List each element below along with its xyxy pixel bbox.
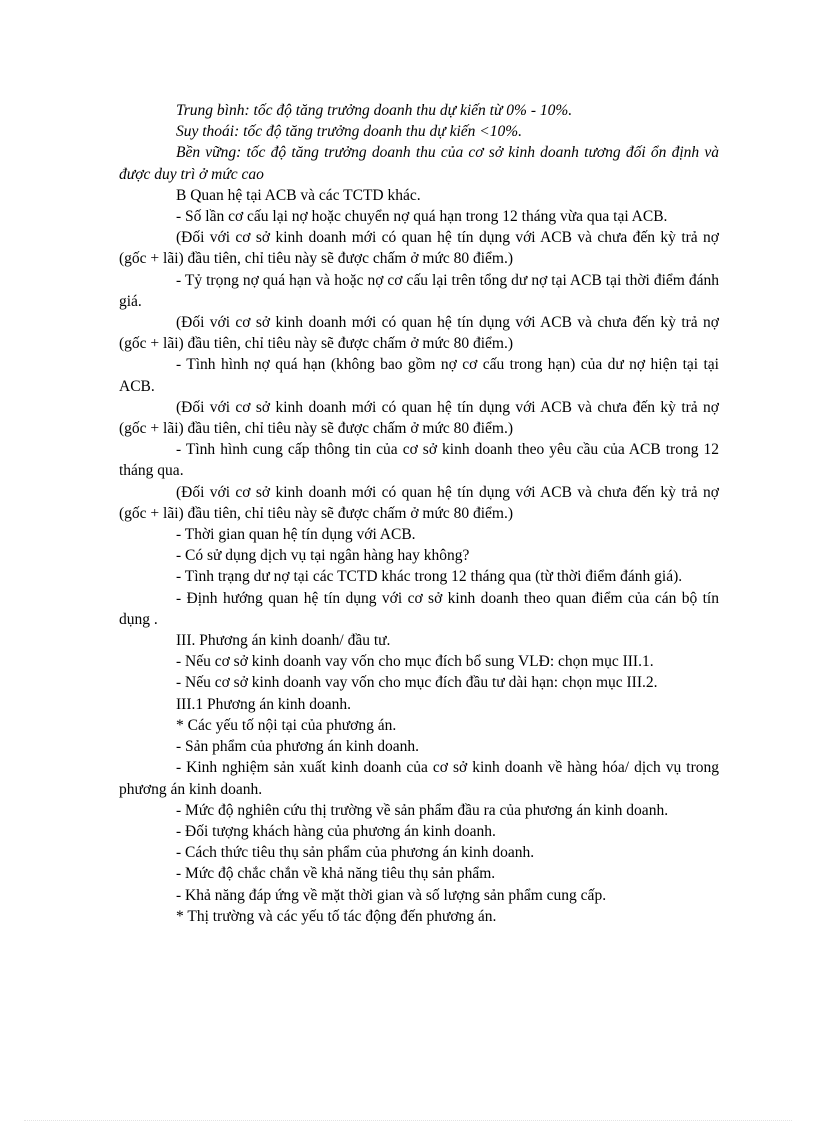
paragraph-10: (Đối với cơ sở kinh doanh mới có quan hệ tín dụng với ACB và chưa đến kỳ trả nợ (gốc + lãi) đầu tiên, chỉ tiêu này sẽ được chấm ở mức 80 điểm.): [119, 398, 719, 438]
paragraph-18: - Nếu cơ sở kinh doanh vay vốn cho mục đích bổ sung VLĐ: chọn mục III.1.: [176, 653, 654, 671]
paragraph-8: (Đối với cơ sở kinh doanh mới có quan hệ tín dụng với ACB và chưa đến kỳ trả nợ (gốc + lãi) đầu tiên, chỉ tiêu này sẽ được chấm ở mức 80 điểm.): [119, 314, 719, 353]
paragraph-14: - Có sử dụng dịch vụ tại ngân hàng hay không?: [176, 547, 470, 565]
paragraph-28: - Khả năng đáp ứng về mặt thời gian và số lượng sản phẩm cung cấp.: [176, 886, 607, 904]
paragraph-17: III. Phương án kinh doanh/ đầu tư.: [176, 632, 391, 650]
paragraph-2: Suy thoái: tốc độ tăng trưởng doanh thu dự kiến <10%.: [176, 123, 523, 141]
paragraph-22: - Sản phẩm của phương án kinh doanh.: [176, 738, 420, 756]
document-body: [119, 100, 719, 927]
paragraph-5: - Số lần cơ cấu lại nợ hoặc chuyển nợ quá hạn trong 12 tháng vừa qua tại ACB.: [176, 208, 668, 226]
paragraph-25: - Đối tượng khách hàng của phương án kinh doanh.: [176, 822, 496, 840]
page-bottom-divider: [24, 1120, 792, 1121]
paragraph-26: - Cách thức tiêu thụ sản phẩm của phương án kinh doanh.: [176, 844, 535, 862]
paragraph-1: Trung bình: tốc độ tăng trưởng doanh thu dự kiến từ 0% - 10%.: [176, 102, 573, 119]
paragraph-20: III.1 Phương án kinh doanh.: [176, 695, 352, 713]
paragraph-24: - Mức độ nghiên cứu thị trường về sản phẩm đầu ra của phương án kinh doanh.: [176, 801, 669, 819]
paragraph-7: - Tỷ trọng nợ quá hạn và hoặc nợ cơ cấu lại trên tổng dư nợ tại ACB tại thời điểm đánh giá.: [119, 271, 719, 310]
paragraph-23: - Kinh nghiệm sản xuất kinh doanh của cơ sở kinh doanh về hàng hóa/ dịch vụ trong phương án kinh doanh.: [119, 759, 719, 798]
paragraph-11: - Tình hình cung cấp thông tin của cơ sở kinh doanh theo yêu cầu của ACB trong 12 tháng qua.: [119, 441, 719, 480]
paragraph-16: - Định hướng quan hệ tín dụng với cơ sở kinh doanh theo quan điểm của cán bộ tín dụng .: [119, 589, 719, 628]
paragraph-21: * Các yếu tố nội tại của phương án.: [176, 716, 397, 734]
paragraph-4: B Quan hệ tại ACB và các TCTD khác.: [176, 186, 421, 204]
paragraph-3: Bền vững: tốc độ tăng trưởng doanh thu của cơ sở kinh doanh tương đối ổn định và được duy trì ở mức cao: [119, 144, 719, 183]
paragraph-13: - Thời gian quan hệ tín dụng với ACB.: [176, 526, 416, 544]
paragraph-9: - Tình hình nợ quá hạn (không bao gồm nợ cơ cấu trong hạn) của dư nợ hiện tại tại ACB.: [119, 356, 719, 395]
paragraph-27: - Mức độ chắc chắn về khả năng tiêu thụ sản phẩm.: [176, 865, 496, 883]
paragraph-15: - Tình trạng dư nợ tại các TCTD khác trong 12 tháng qua (từ thời điểm đánh giá).: [176, 568, 683, 586]
paragraph-29: * Thị trường và các yếu tố tác động đến phương án.: [176, 907, 497, 925]
paragraph-12: (Đối với cơ sở kinh doanh mới có quan hệ tín dụng với ACB và chưa đến kỳ trả nợ (gốc + lãi) đầu tiên, chỉ tiêu này sẽ được chấm ở mức 80 điểm.): [119, 483, 719, 522]
paragraph-19: - Nếu cơ sở kinh doanh vay vốn cho mục đích đầu tư dài hạn: chọn mục III.2.: [176, 674, 658, 692]
paragraph-6: (Đối với cơ sở kinh doanh mới có quan hệ tín dụng với ACB và chưa đến kỳ trả nợ (gốc + lãi) đầu tiên, chỉ tiêu này sẽ được chấm ở mức 80 điểm.): [119, 229, 719, 268]
